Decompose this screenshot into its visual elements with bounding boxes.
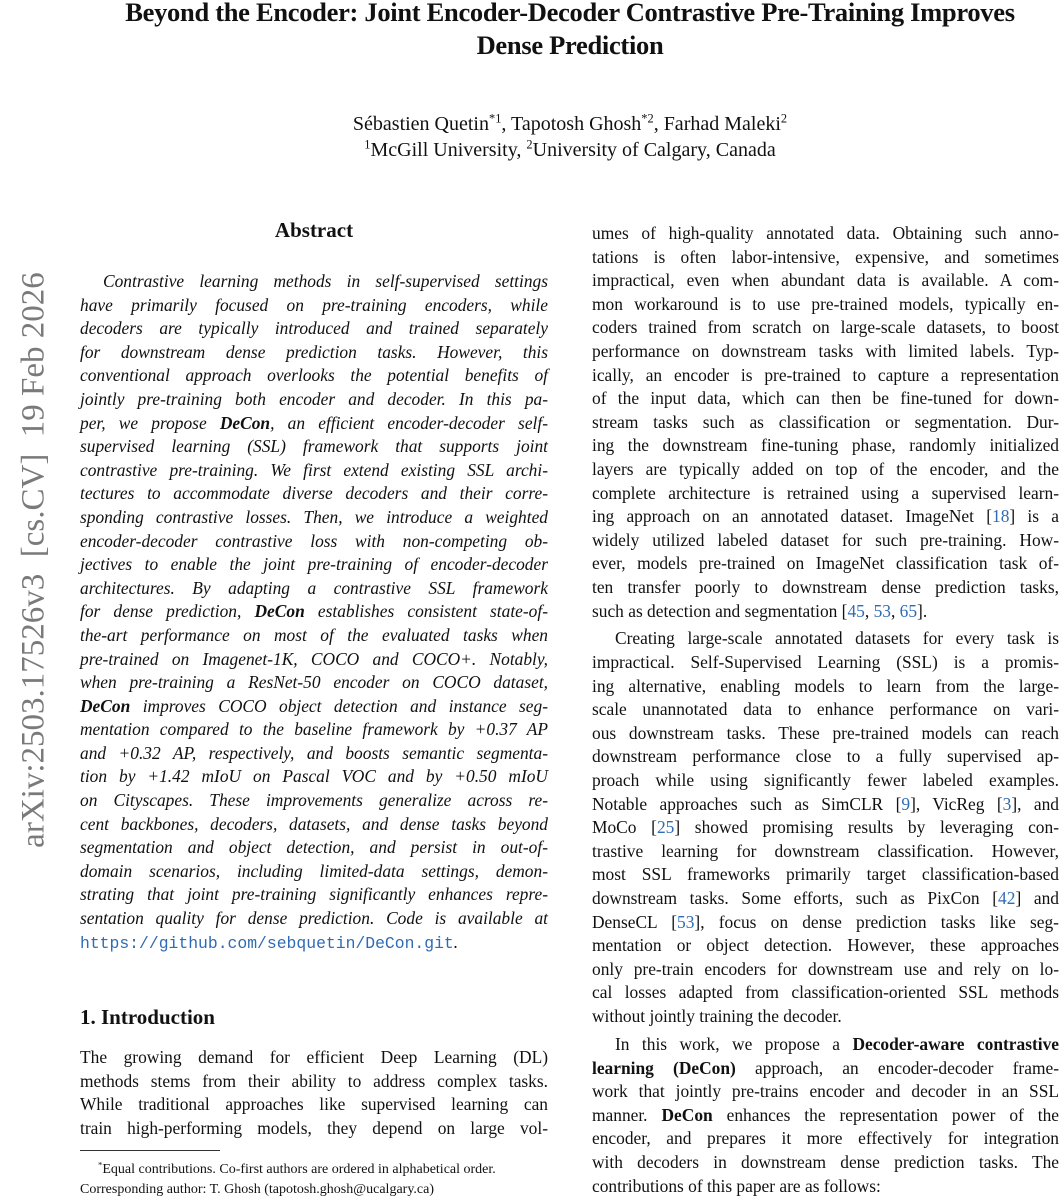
author-name: Tapotosh Ghosh [511, 113, 642, 135]
text-segment: contrastive pre-training. We first extend existing SSL archi- [80, 459, 548, 480]
affiliations [80, 137, 1060, 163]
text-line [80, 907, 548, 931]
citation-link[interactable]: 25 [656, 817, 675, 838]
text-segment: layers are typically added on top of the encoder, and the [592, 458, 1059, 479]
text-segment: Creating large-scale annotated datasets for every task is [615, 628, 1059, 649]
text-line [592, 1104, 1059, 1128]
text-line [80, 506, 548, 530]
text-segment: ] is a [1009, 506, 1059, 527]
text-segment: methods stems from their ability to address complex tasks. [80, 1070, 548, 1091]
citation-link[interactable]: 53 [873, 600, 891, 621]
text-line [80, 1070, 548, 1094]
text-segment: decoders are typically introduced and trained separately [80, 318, 548, 339]
text-segment: DenseCL [ [592, 911, 678, 932]
introduction-body [80, 1046, 548, 1140]
bold-text: DeCon [80, 695, 131, 716]
text-line [80, 482, 548, 506]
text-line [592, 387, 1059, 411]
text-line [592, 1057, 1059, 1081]
affiliation: McGill University, [370, 139, 527, 161]
citation-link[interactable]: 18 [992, 506, 1010, 527]
text-segment: of the input data, which can then be fine-tuned for down- [592, 388, 1059, 409]
text-line [80, 553, 548, 577]
affiliation-marker: 1 [364, 137, 371, 152]
text-segment: and +0.32 AP, respectively, and boosts semantic segmenta- [80, 742, 548, 763]
text-line [592, 745, 1059, 769]
code-url-link[interactable]: https://github.com/sebquetin/DeCon.git [80, 933, 454, 953]
text-segment: complete architecture is retrained using a supervised learn- [592, 482, 1059, 503]
text-segment: ous downstream tasks. These pre-trained models can reach [592, 722, 1059, 743]
text-line [80, 459, 548, 483]
text-segment: performance on downstream tasks with limited labels. Typ- [592, 340, 1059, 361]
text-segment: impractical, even when abundant data is available. A com- [592, 270, 1059, 291]
bold-text: learning (DeCon) [592, 1057, 736, 1078]
text-line [80, 695, 548, 719]
text-segment: impractical. Self-Supervised Learning (SSL) is a promis- [592, 652, 1059, 673]
author-marker: *2 [641, 111, 654, 126]
text-line [80, 765, 548, 789]
text-segment: strating that joint pre-training significantly enhances repre- [80, 884, 548, 905]
text-line [80, 1093, 548, 1117]
text-line [80, 341, 548, 365]
text-segment: jectives to enable the joint pre-training of encoder-decoder [80, 554, 548, 575]
text-segment: ten transfer poorly to downstream dense prediction tasks, [592, 576, 1059, 597]
text-line [80, 648, 548, 672]
text-segment: mentation compared to the baseline framework by +0.37 AP [80, 719, 548, 740]
text-line [80, 435, 548, 459]
text-segment: cent backbones, decoders, datasets, and dense tasks beyond [80, 813, 548, 834]
text-segment: train high-performing models, they depend on large vol- [80, 1117, 548, 1138]
paper-title [60, 0, 1060, 62]
arxiv-side-stamp: arXiv:2503.17526v3 [cs.CV] 19 Feb 2026 [15, 272, 52, 848]
text-line [592, 1127, 1059, 1151]
text-line [80, 860, 548, 884]
text-line [592, 934, 1059, 958]
author-marker: 2 [780, 111, 788, 126]
bold-text: Decoder-aware contrastive [852, 1033, 1059, 1054]
text-segment: Contrastive learning methods in self-supervised settings [103, 271, 548, 291]
text-segment: ing alternative, enabling models to learn from the large- [592, 675, 1059, 696]
text-segment: ], and [1011, 793, 1059, 814]
title-line: Dense Prediction [476, 30, 664, 60]
footnote-text: Equal contributions. Co-first authors are ordered in alphabetical order. [102, 1162, 496, 1177]
text-segment: encoder-decoder contrastive loss with non-competing ob- [80, 530, 548, 551]
text-line [80, 530, 548, 554]
text-line [592, 793, 1059, 817]
text-line [592, 1005, 1059, 1029]
text-segment: ] showed promising results by leveraging con- [674, 817, 1059, 838]
text-line [592, 1151, 1059, 1175]
text-line [592, 364, 1059, 388]
text-segment: tectures to accommodate diverse decoders and their corre- [80, 483, 548, 504]
text-segment: proach while using significantly fewer labeled examples. [592, 770, 1059, 791]
text-segment: downstream performance close to a fully supervised ap- [592, 746, 1059, 767]
text-segment: mentation or object detection. However, these approaches [592, 935, 1059, 956]
text-line [80, 931, 548, 955]
text-segment: ing the downstream fine-tuning phase, randomly initialized [592, 435, 1059, 456]
text-line [80, 388, 548, 412]
text-segment: with decoders in downstream dense prediction tasks. The [592, 1151, 1059, 1172]
text-segment: work that jointly pre-trains encoder and decoder in an SSL [592, 1081, 1059, 1102]
text-line [592, 981, 1059, 1005]
bold-text: DeCon [661, 1104, 713, 1125]
text-segment: cal losses adapted from classification-oriented SSL methods [592, 982, 1059, 1003]
text-segment: pre-trained on Imagenet-1K, COCO and COCO+. Notably, [80, 648, 548, 669]
text-line [592, 458, 1059, 482]
text-segment: without jointly training the decoder. [592, 1005, 842, 1026]
text-line [592, 698, 1059, 722]
text-segment: manner. [592, 1104, 662, 1125]
text-line [592, 269, 1059, 293]
text-line [80, 364, 548, 388]
footnote-divider [80, 1150, 220, 1151]
text-line [592, 911, 1059, 935]
text-segment: per, we propose [80, 412, 220, 433]
text-line [592, 1080, 1059, 1104]
text-line [592, 316, 1059, 340]
text-segment: The growing demand for efficient Deep Learning (DL) [80, 1047, 548, 1067]
text-segment: . [453, 931, 459, 952]
author-names: Sébastien Quetin$^{*1}$, Tapotosh Ghosh$^{*2}$, Farhad Maleki$^2$ [352, 111, 788, 135]
bold-text: DeCon [219, 412, 271, 433]
text-line [80, 600, 548, 624]
text-segment: , [890, 600, 900, 621]
text-segment: , an efficient encoder-decoder self- [270, 412, 548, 433]
text-segment: ing approach on an annotated dataset. ImageNet [ [592, 506, 993, 527]
author-name: Sébastien Quetin [352, 113, 489, 135]
text-segment: domain scenarios, including limited-data settings, demon- [80, 860, 548, 881]
footnote-line [80, 1160, 550, 1180]
text-line [592, 552, 1059, 576]
text-segment: tations is often labor-intensive, expensive, and sometimes [592, 246, 1059, 267]
text-segment: MoCo [ [592, 817, 657, 838]
text-segment: supervised learning (SSL) framework that supports joint [80, 436, 548, 457]
text-line [592, 482, 1059, 506]
text-line [592, 529, 1059, 553]
citation-link[interactable]: 9 [901, 793, 911, 814]
text-line [592, 627, 1059, 651]
text-line [592, 576, 1059, 600]
text-segment: widely utilized labeled dataset for such pre-training. How- [592, 529, 1059, 550]
text-segment: jointly pre-training both encoder and decoder. In this pa- [80, 388, 548, 409]
text-line [80, 718, 548, 742]
author-block [80, 111, 1060, 163]
text-segment: have primarily focused on pre-training encoders, while [80, 294, 548, 315]
text-line [80, 1046, 548, 1070]
affiliation: University of Calgary, Canada [532, 139, 776, 161]
text-line [592, 769, 1059, 793]
text-line [80, 270, 548, 294]
affiliation-marker: 2 [526, 137, 533, 152]
text-line [592, 887, 1059, 911]
citation-link[interactable]: 42 [998, 888, 1016, 909]
text-line [80, 883, 548, 907]
text-segment: enhances the representation power of the [712, 1104, 1059, 1125]
text-segment: coders trained from scratch on large-scale datasets, to boost [592, 317, 1059, 338]
text-line [592, 958, 1059, 982]
citation-link[interactable]: 53 [677, 911, 695, 932]
text-segment: tion by +1.42 mIoU on Pascal VOC and by +0.50 mIoU [80, 766, 548, 787]
text-line [80, 671, 548, 695]
text-line [80, 789, 548, 813]
text-segment: most SSL frameworks primarily target classification-based [592, 864, 1059, 885]
author-name: Farhad Maleki [663, 113, 781, 135]
text-segment: ], VicReg [ [910, 793, 1003, 814]
text-segment: for downstream dense prediction tasks. However, this [80, 341, 548, 362]
text-segment: downstream tasks. Some efforts, such as PixCon [ [592, 888, 999, 909]
text-line [80, 742, 548, 766]
text-line [592, 816, 1059, 840]
text-line [592, 340, 1059, 364]
text-segment: architectures. By adapting a contrastive SSL framework [80, 577, 548, 598]
text-line [592, 863, 1059, 887]
title-line: Beyond the Encoder: Joint Encoder-Decoder Contrastive Pre-Training Improves [125, 0, 1015, 27]
text-line [592, 651, 1059, 675]
text-segment: trastive learning for downstream classification. However, [592, 840, 1059, 861]
text-segment: ], focus on dense prediction tasks like seg- [694, 911, 1059, 932]
footnote-marker: * [98, 1159, 103, 1170]
text-line [80, 624, 548, 648]
citation-link[interactable]: 65 [899, 600, 918, 621]
text-line [80, 317, 548, 341]
text-line [80, 836, 548, 860]
text-segment: improves COCO object detection and instance seg- [130, 695, 548, 716]
text-line [592, 293, 1059, 317]
text-segment: scale unannotated data to enhance performance on vari- [592, 699, 1059, 720]
text-segment: ically, an encoder is pre-trained to capture a representation [592, 364, 1059, 385]
text-line [592, 675, 1059, 699]
text-segment: Notable approaches such as SimCLR [ [592, 793, 902, 814]
text-line [592, 1175, 1059, 1199]
text-segment: stream tasks such as classification or segmentation. Dur- [592, 411, 1059, 432]
text-line [592, 411, 1059, 435]
text-line [592, 722, 1059, 746]
text-line [592, 434, 1059, 458]
text-line [592, 246, 1059, 270]
text-line [592, 600, 1059, 624]
text-segment: sentation quality for dense prediction. Code is available at [80, 908, 548, 929]
text-segment: conventional approach overlooks the potential benefits of [80, 365, 548, 386]
author-marker: *1 [489, 111, 502, 126]
text-segment: the-art performance on most of the evaluated tasks when [80, 624, 548, 645]
text-segment: ever, models pre-trained on ImageNet classification task of- [592, 553, 1059, 574]
text-segment: , [864, 600, 874, 621]
text-segment: on Cityscapes. These improvements generalize across re- [80, 790, 548, 811]
text-segment: ]. [917, 600, 928, 621]
right-column-body [592, 222, 1059, 1198]
text-segment: for dense prediction, [80, 601, 255, 622]
text-segment: mon workaround is to use pre-trained models, typically en- [592, 293, 1059, 314]
text-line [592, 1033, 1059, 1057]
abstract-heading: Abstract [274, 218, 354, 242]
text-line [80, 412, 548, 436]
text-segment: In this work, we propose a [615, 1033, 853, 1054]
text-segment: contributions of this paper are as follows: [592, 1175, 881, 1196]
text-line [592, 222, 1059, 246]
text-segment: While traditional approaches like supervised learning can [80, 1094, 548, 1115]
text-line [80, 1117, 548, 1141]
text-segment: sponding contrastive losses. Then, we introduce a weighted [80, 506, 548, 527]
text-segment: encoder, and prepares it more effectively for integration [592, 1128, 1059, 1149]
text-segment: such as detection and segmentation [ [592, 600, 848, 621]
introduction-heading: 1. Introduction [80, 1005, 215, 1029]
text-line [592, 840, 1059, 864]
text-line [80, 294, 548, 318]
text-segment: segmentation and object detection, and persist in out-of- [80, 837, 548, 858]
text-line [80, 577, 548, 601]
text-segment: establishes consistent state-of- [304, 601, 548, 622]
footnote-line: Corresponding author: T. Ghosh (tapotosh.ghosh@ucalgary.ca) [80, 1182, 435, 1197]
citation-link[interactable]: 45 [847, 600, 865, 621]
text-segment: ] and [1015, 888, 1059, 909]
text-segment: approach, an encoder-decoder frame- [735, 1057, 1059, 1078]
citation-link[interactable]: 3 [1002, 793, 1012, 814]
text-segment: when pre-training a ResNet-50 encoder on COCO dataset, [80, 672, 548, 693]
text-line [80, 813, 548, 837]
text-line [592, 505, 1059, 529]
text-segment: only pre-train encoders for downstream use and rely on lo- [592, 958, 1059, 979]
bold-text: DeCon [254, 601, 305, 622]
abstract-body [80, 270, 548, 954]
text-segment: umes of high-quality annotated data. Obtaining such anno- [592, 223, 1059, 243]
footnote [80, 1160, 550, 1200]
